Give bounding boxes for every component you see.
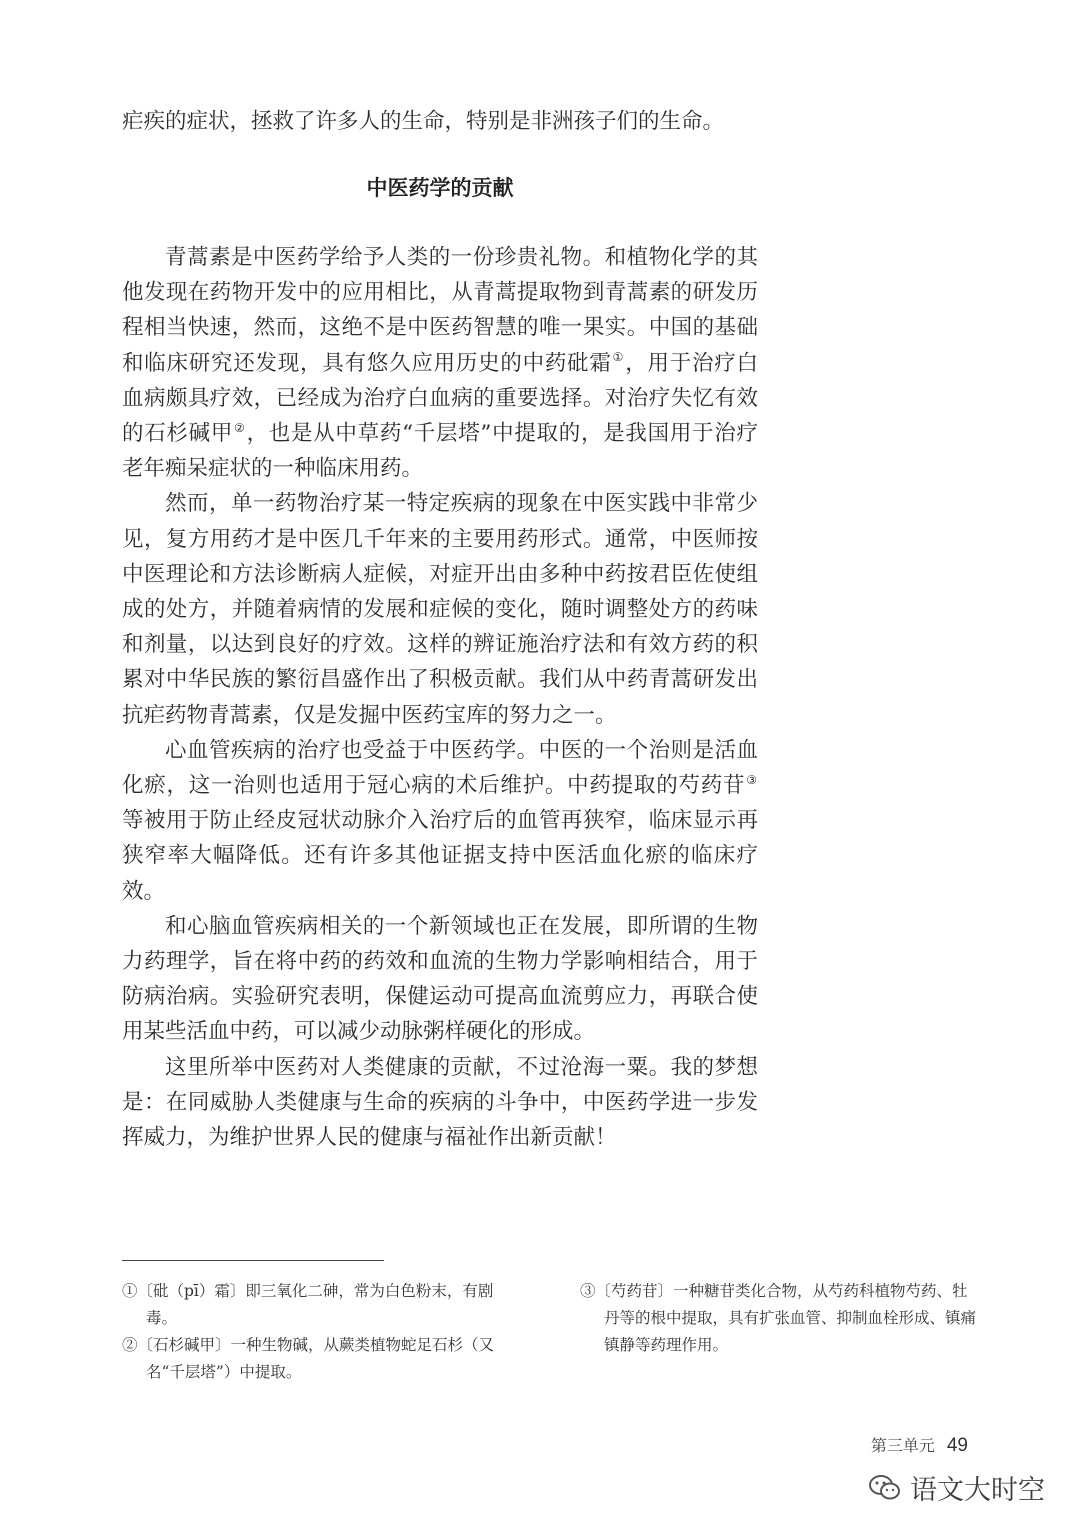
page-footer: [871, 1433, 968, 1457]
footnotes-left: [122, 1278, 522, 1386]
footnote-1: ①〔砒（pī）霜〕即三氧化二砷，常为白色粉末，有剧毒。: [122, 1282, 494, 1327]
paragraph: [122, 909, 758, 1050]
watermark: [868, 1468, 1045, 1507]
footnote-marker[interactable]: ②: [234, 420, 246, 435]
paragraph: [122, 240, 758, 486]
footnotes-right: [580, 1278, 980, 1359]
paragraph-text: 这里所举中医药对人类健康的贡献，不过沧海一粟。我的梦想是：在同威胁人类健康与生命的疾病的斗争中，中医药学进一步发挥威力，为维护世界人民的健康与福祉作出新贡献！: [122, 1054, 758, 1151]
paragraph: [122, 733, 758, 909]
footnote-divider: [122, 1260, 384, 1261]
footnote-3: ③〔芍药苷〕一种糖苷类化合物，从芍药科植物芍药、牡丹等的根中提取，具有扩张血管、抑制血栓形成、镇痛镇静等药理作用。: [580, 1282, 977, 1354]
paragraph-text: ，也是从中草药“千层塔”中提取的，是我国用于治疗老年痴呆症状的一种临床用药。: [122, 421, 758, 482]
paragraph-text: 青蒿素是中医药学给予人类的一份珍贵礼物。和植物化学的其他发现在药物开发中的应用相比，从青蒿提取物到青蒿素的研发历程相当快速，然而，这绝不是中医药智慧的唯一果实。中国的基础和临床研究还发现，具有悠久应用历史的中药砒霜: [122, 245, 758, 376]
watermark-text: 语文大时空: [910, 1475, 1045, 1506]
paragraph: [122, 486, 758, 732]
footnote-marker[interactable]: ①: [612, 350, 625, 365]
article-body: [122, 240, 758, 1155]
paragraph-text: 等被用于防止经皮冠状动脉介入治疗后的血管再狭窄，临床显示再狭窄率大幅降低。还有许多其他证据支持中医活血化瘀的临床疗效。: [122, 808, 758, 904]
page-number: 49: [946, 1435, 968, 1456]
footnote-marker[interactable]: ③: [746, 772, 757, 787]
lead-line: 疟疾的症状，拯救了许多人的生命，特别是非洲孩子们的生命。: [122, 109, 725, 134]
section-title: 中医药学的贡献: [366, 176, 514, 200]
paragraph-text: 和心脑血管疾病相关的一个新领域也正在发展，即所谓的生物力药理学，旨在将中药的药效和血流的生物力学影响相结合，用于防病治病。实验研究表明，保健运动可提高血流剪应力，再联合使用某些活血中药，可以减少动脉粥样硬化的形成。: [122, 913, 758, 1045]
paragraph-text: 心血管疾病的治疗也受益于中医药学。中医的一个治则是活血化瘀，这一治则也适用于冠心病的术后维护。中药提取的芍药苷: [122, 737, 758, 799]
paragraph-text: 然而，单一药物治疗某一特定疾病的现象在中医实践中非常少见，复方用药才是中医几千年来的主要用药形式。通常，中医师按中医理论和方法诊断病人症候，对症开出由多种中药按君臣佐使组成的处方，并随着病情的发展和症候的变化，随时调整处方的药味和剂量，以达到良好的疗效。这样的辨证施治疗法和有效方药的积累对中华民族的繁衍昌盛作出了积极贡献。我们从中药青蒿研发出抗疟药物青蒿素，仅是发掘中医药宝库的努力之一。: [122, 491, 758, 728]
wechat-icon: [868, 1473, 902, 1503]
paragraph-text: ，用于治疗白血病颇具疗效，已经成为治疗白血病的重要选择。对治疗失忆有效的石杉碱甲: [122, 350, 758, 447]
footnote-2: ②〔石杉碱甲〕一种生物碱，从蕨类植物蛇足石杉（又名“千层塔”）中提取。: [122, 1336, 495, 1381]
paragraph: [122, 1050, 758, 1156]
unit-label: 第三单元: [870, 1436, 935, 1455]
